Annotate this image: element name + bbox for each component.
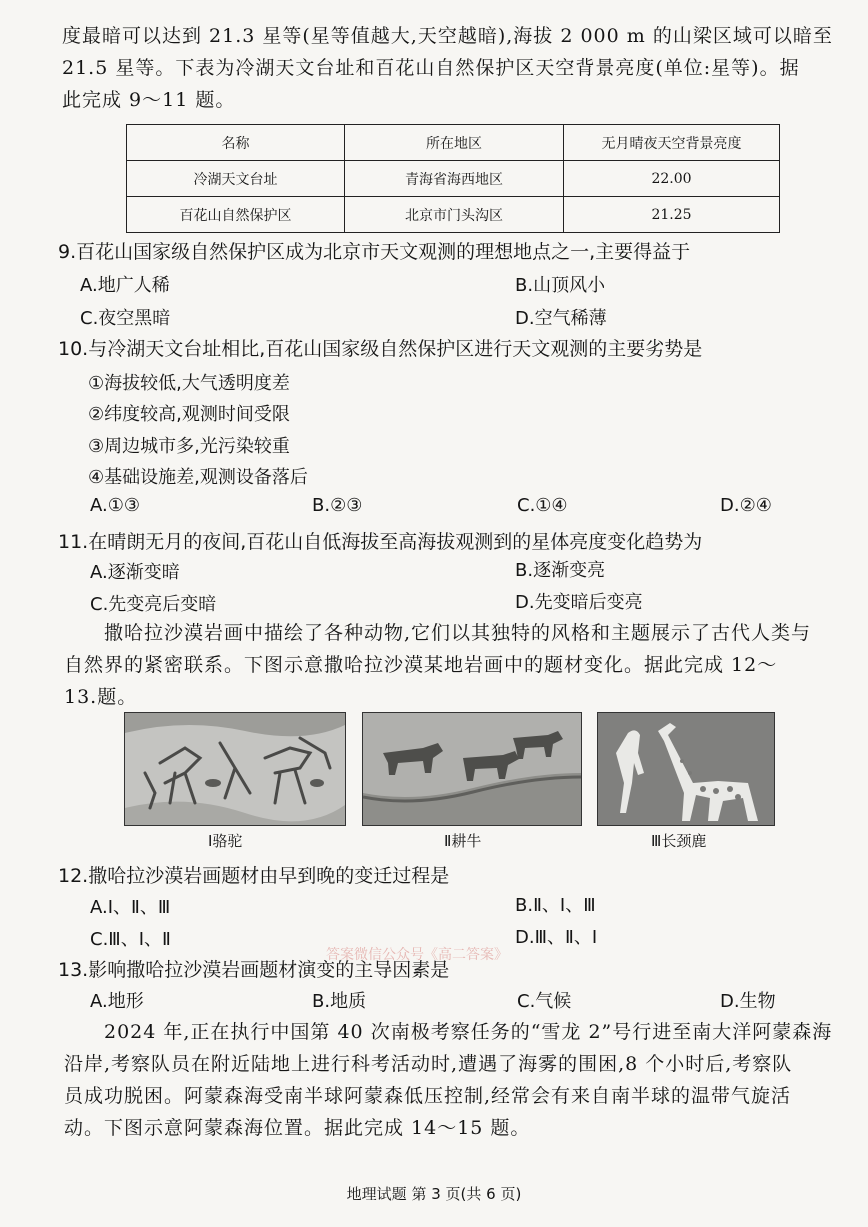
q10-item-3: ③周边城市多,光污染较重 [88,436,290,457]
q13-option-c: C.气候 [517,991,572,1012]
giraffe-rock-art-image [597,712,775,826]
rock-art-paragraph [64,617,811,713]
q10-option-c: C.①④ [517,495,568,516]
q13-option-a: A.地形 [90,991,144,1012]
watermark-text: 答案微信公众号《高二答案》 [326,947,508,963]
image-caption-1: Ⅰ骆驼 [208,832,243,850]
intro-line-2: 21.5 星等。下表为冷湖天文台址和百花山自然保护区天空背景亮度(单位:星等)。据 [62,57,800,79]
q9-option-b: B.山顶风小 [515,275,606,296]
camel-rock-art-image [124,712,346,826]
table-cell: 22.00 [564,161,780,197]
q12-option-b: B.Ⅱ、Ⅰ、Ⅲ [515,895,596,916]
q10-item-4: ④基础设施差,观测设备落后 [88,467,308,488]
image-caption-2: Ⅱ耕牛 [444,832,482,850]
antarctic-line-1: 2024 年,正在执行中国第 40 次南极考察任务的“雪龙 2”号行进至南大洋阿蒙森海 [104,1021,833,1043]
q12-option-a: A.Ⅰ、Ⅱ、Ⅲ [90,897,171,918]
table-cell: 北京市门头沟区 [345,197,564,233]
q10-option-d: D.②④ [720,495,772,516]
q11-option-b: B.逐渐变亮 [515,560,606,581]
rock-art-line-2: 自然界的紧密联系。下图示意撒哈拉沙漠某地岩画中的题材变化。据此完成 12～ [64,654,778,676]
q9-option-c: C.夜空黑暗 [80,308,171,329]
antarctic-paragraph [64,1016,832,1144]
table-cell: 青海省海西地区 [345,161,564,197]
intro-line-1: 度最暗可以达到 21.3 星等(星等值越大,天空越暗),海拔 2 000 m 的山梁区域可以暗至 [62,25,833,47]
q12-option-d: D.Ⅲ、Ⅱ、Ⅰ [515,927,598,948]
cattle-rock-art-image [362,712,582,826]
table-header: 无月晴夜天空背景亮度 [564,125,780,161]
question-11-stem: 11.在晴朗无月的夜间,百花山自低海拔至高海拔观测到的星体亮度变化趋势为 [58,531,703,553]
question-10-stem: 10.与冷湖天文台址相比,百花山国家级自然保护区进行天文观测的主要劣势是 [58,338,703,360]
q10-option-a: A.①③ [90,495,140,516]
table-header: 所在地区 [345,125,564,161]
q13-option-b: B.地质 [312,991,367,1012]
q10-item-1: ①海拔较低,大气透明度差 [88,373,290,394]
table-cell: 冷湖天文台址 [127,161,345,197]
intro-paragraph [62,20,833,116]
q13-option-d: D.生物 [720,991,776,1012]
table-row [127,161,780,197]
q9-option-a: A.地广人稀 [80,275,170,296]
q10-option-b: B.②③ [312,495,363,516]
table-header: 名称 [127,125,345,161]
page-footer: 地理试题 第 3 页(共 6 页) [346,1185,522,1203]
q11-option-c: C.先变亮后变暗 [90,594,217,615]
intro-line-3: 此完成 9～11 题。 [62,89,236,111]
table-row [127,197,780,233]
sky-brightness-table [126,124,780,233]
question-9-stem: 9.百花山国家级自然保护区成为北京市天文观测的理想地点之一,主要得益于 [58,241,691,263]
q10-item-2: ②纬度较高,观测时间受限 [88,404,290,425]
rock-art-line-1: 撒哈拉沙漠岩画中描绘了各种动物,它们以其独特的风格和主题展示了古代人类与 [104,622,812,644]
table-header-row [127,125,780,161]
table-cell: 21.25 [564,197,780,233]
rock-art-line-3: 13.题。 [64,686,138,708]
question-12-stem: 12.撒哈拉沙漠岩画题材由早到晚的变迁过程是 [58,865,450,887]
image-caption-3: Ⅲ长颈鹿 [651,832,707,850]
q9-option-d: D.空气稀薄 [515,308,607,329]
table-cell: 百花山自然保护区 [127,197,345,233]
antarctic-line-4: 动。下图示意阿蒙森海位置。据此完成 14～15 题。 [64,1117,531,1139]
question-13-stem: 13.影响撒哈拉沙漠岩画题材演变的主导因素是 [58,959,450,981]
antarctic-line-3: 员成功脱困。阿蒙森海受南半球阿蒙森低压控制,经常会有来自南半球的温带气旋活 [64,1085,792,1107]
q11-option-d: D.先变暗后变亮 [515,592,643,613]
q12-option-c: C.Ⅲ、Ⅰ、Ⅱ [90,929,171,950]
antarctic-line-2: 沿岸,考察队员在附近陆地上进行科考活动时,遭遇了海雾的围困,8 个小时后,考察队 [64,1053,793,1075]
q11-option-a: A.逐渐变暗 [90,562,180,583]
